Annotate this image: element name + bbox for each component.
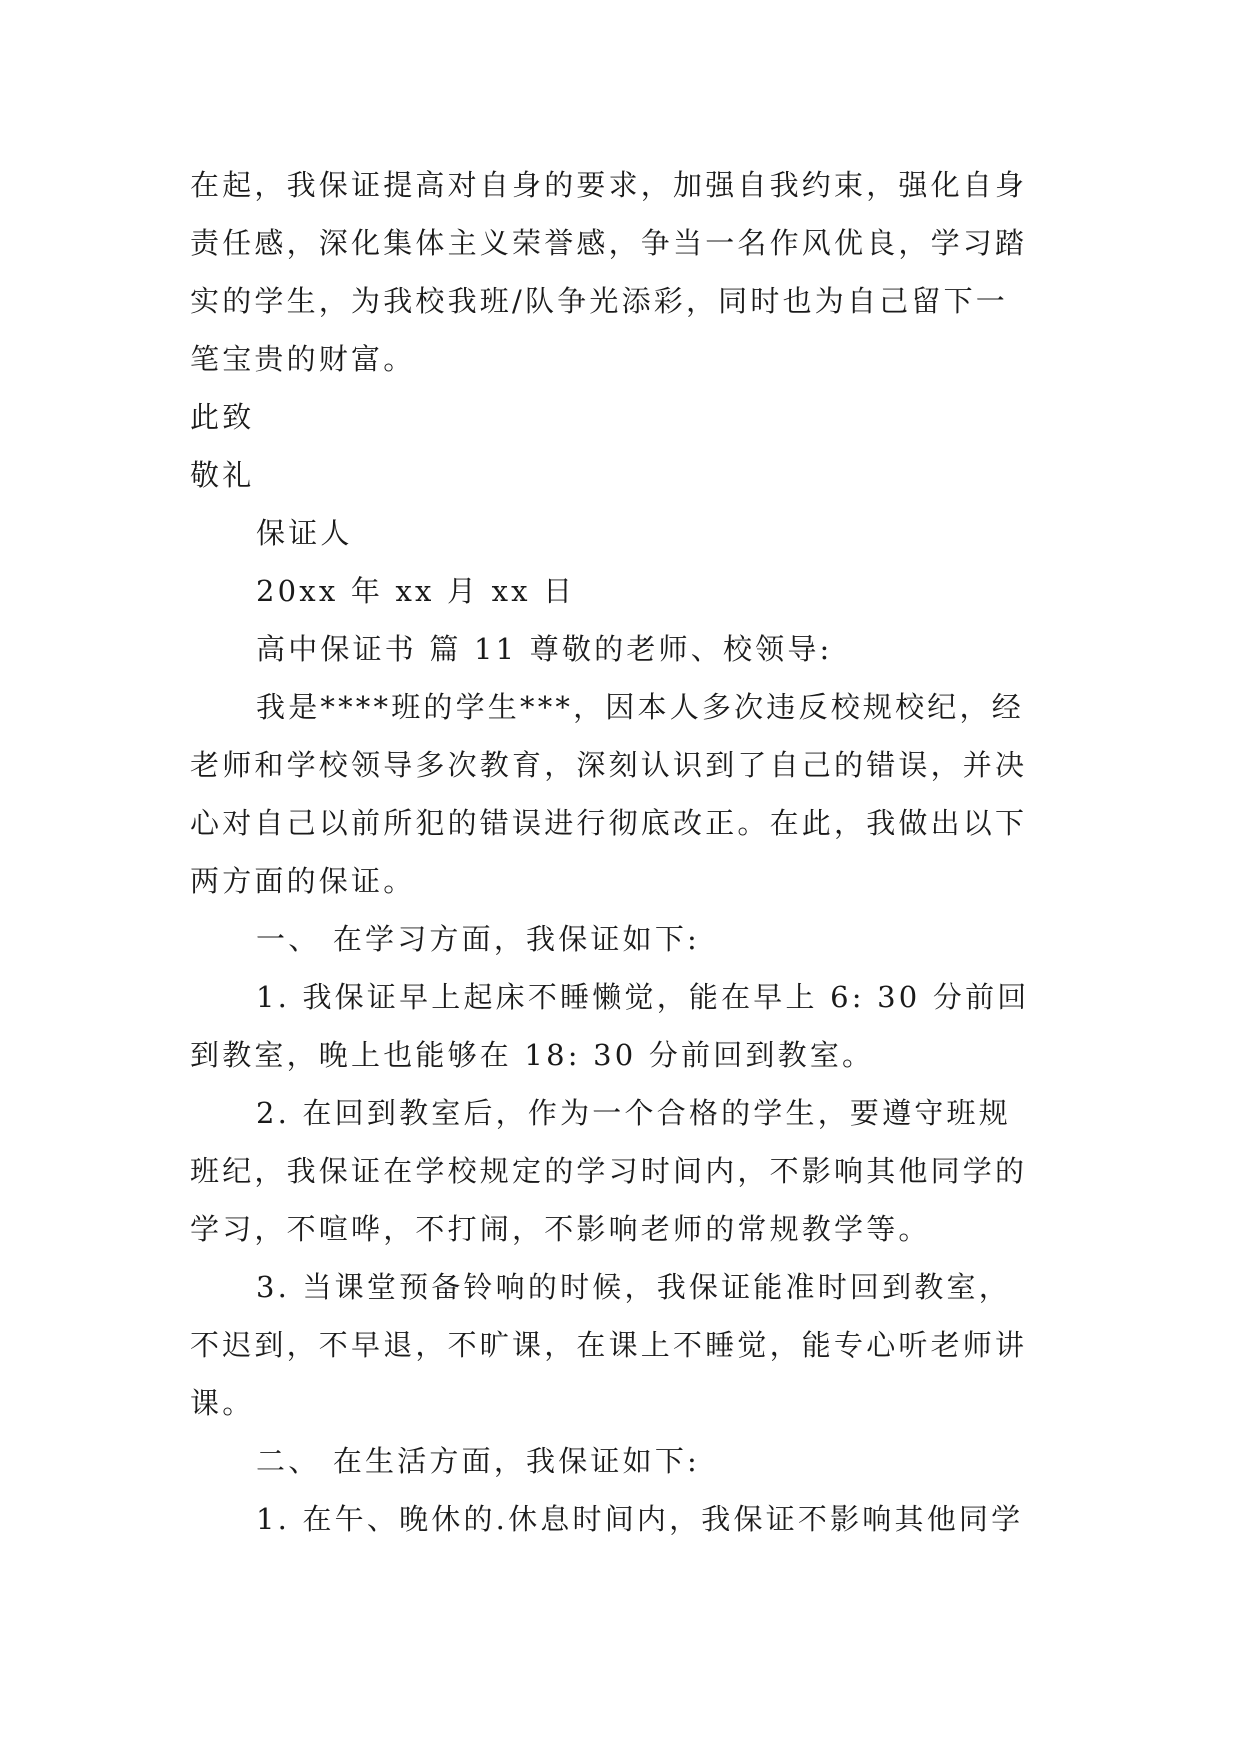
date-line: 20xx 年 xx 月 xx 日 xyxy=(256,574,576,608)
list-item-line: 课。 xyxy=(190,1386,255,1420)
paragraph-line: 我是****班的学生***，因本人多次违反校规校纪，经 xyxy=(256,690,1024,724)
list-item-line: 班纪，我保证在学校规定的学习时间内，不影响其他同学的 xyxy=(190,1154,1028,1188)
list-heading-life: 二、 在生活方面，我保证如下: xyxy=(256,1444,700,1478)
list-item-line: 到教室，晚上也能够在 18: 30 分前回到教室。 xyxy=(190,1038,875,1072)
closing-salutation: 此致 xyxy=(190,400,255,434)
list-heading-study: 一、 在学习方面，我保证如下: xyxy=(256,922,700,956)
paragraph-line: 实的学生，为我校我班/队争光添彩，同时也为自己留下一 xyxy=(190,284,1008,318)
list-item-line: 3. 当课堂预备铃响的时候，我保证能准时回到教室， xyxy=(256,1270,1011,1304)
list-item-line: 不迟到，不早退，不旷课，在课上不睡觉，能专心听老师讲 xyxy=(190,1328,1028,1362)
list-item-line: 1. 我保证早上起床不睡懒觉，能在早上 6: 30 分前回 xyxy=(256,980,1030,1014)
section-heading: 高中保证书 篇 11 尊敬的老师、校领导: xyxy=(256,632,833,666)
list-item-line: 1. 在午、晚休的.休息时间内，我保证不影响其他同学 xyxy=(256,1502,1024,1536)
list-item-line: 学习，不喧哗，不打闹，不影响老师的常规教学等。 xyxy=(190,1212,931,1246)
signature-label: 保证人 xyxy=(256,516,353,550)
paragraph-line: 在起，我保证提高对自身的要求，加强自我约束，强化自身 xyxy=(190,168,1028,202)
paragraph-line: 笔宝贵的财富。 xyxy=(190,342,416,376)
paragraph-line: 老师和学校领导多次教育，深刻认识到了自己的错误，并决 xyxy=(190,748,1028,782)
paragraph-line: 两方面的保证。 xyxy=(190,864,416,898)
paragraph-line: 心对自己以前所犯的错误进行彻底改正。在此，我做出以下 xyxy=(190,806,1028,840)
paragraph-line: 责任感，深化集体主义荣誉感，争当一名作风优良，学习踏 xyxy=(190,226,1028,260)
list-item-line: 2. 在回到教室后，作为一个合格的学生，要遵守班规 xyxy=(256,1096,1011,1130)
closing-regards: 敬礼 xyxy=(190,458,255,492)
